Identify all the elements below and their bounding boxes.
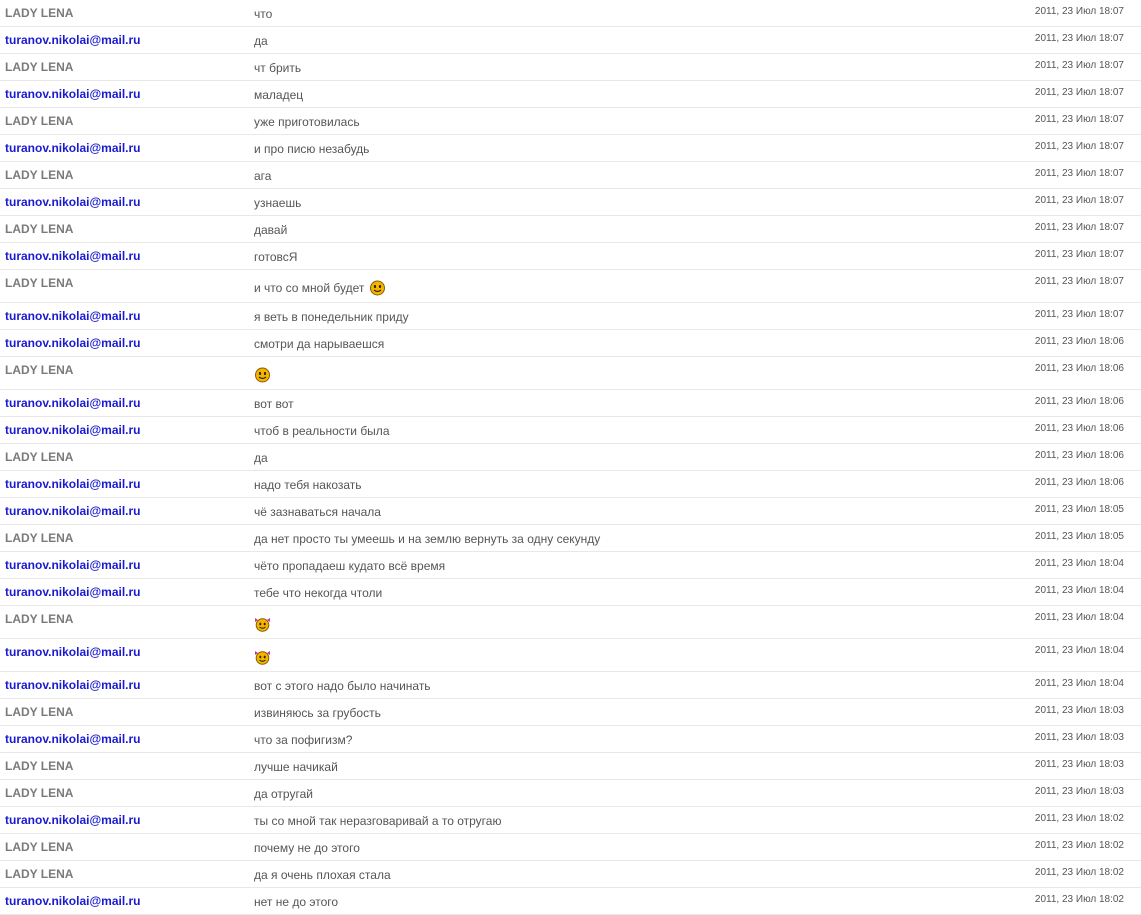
sender-email-link[interactable]: turanov.nikolai@mail.ru xyxy=(5,87,141,101)
sender-name: LADY LENA xyxy=(5,705,74,719)
message-row xyxy=(0,216,1141,243)
message-text xyxy=(254,760,338,774)
sender-name: LADY LENA xyxy=(5,6,74,20)
sender-name: LADY LENA xyxy=(5,363,74,377)
message-row xyxy=(0,861,1141,888)
message-text-content: да нет просто ты умеешь и на землю вернуть за одну секунду xyxy=(254,532,601,546)
message-timestamp: 2011, 23 Июл 18:02 xyxy=(1034,840,1124,851)
message-text-content: готовсЯ xyxy=(254,250,298,264)
message-text-content: вот с этого надо было начинать xyxy=(254,679,431,693)
message-timestamp: 2011, 23 Июл 18:07 xyxy=(1034,6,1124,17)
message-row xyxy=(0,834,1141,861)
message-row xyxy=(0,108,1141,135)
message-timestamp: 2011, 23 Июл 18:04 xyxy=(1034,612,1124,623)
message-text xyxy=(254,366,271,383)
sender-name: LADY LENA xyxy=(5,759,74,773)
message-text-content: давай xyxy=(254,223,288,237)
sender-email-link[interactable]: turanov.nikolai@mail.ru xyxy=(5,504,141,518)
message-timestamp: 2011, 23 Июл 18:07 xyxy=(1034,33,1124,44)
message-text-content: извиняюсь за грубость xyxy=(254,706,381,720)
sender-email-link[interactable]: turanov.nikolai@mail.ru xyxy=(5,249,141,263)
message-timestamp: 2011, 23 Июл 18:02 xyxy=(1034,813,1124,824)
message-text xyxy=(254,88,303,102)
message-text-content: да я очень плохая стала xyxy=(254,868,391,882)
message-timestamp: 2011, 23 Июл 18:03 xyxy=(1034,759,1124,770)
sender-email-link[interactable]: turanov.nikolai@mail.ru xyxy=(5,558,141,572)
message-timestamp: 2011, 23 Июл 18:06 xyxy=(1034,336,1124,347)
girl-smiley-icon xyxy=(254,615,271,632)
message-row xyxy=(0,162,1141,189)
sender-email-link[interactable]: turanov.nikolai@mail.ru xyxy=(5,396,141,410)
sender-name: LADY LENA xyxy=(5,450,74,464)
message-row xyxy=(0,639,1141,672)
message-text-content: вот вот xyxy=(254,397,294,411)
message-timestamp: 2011, 23 Июл 18:05 xyxy=(1034,504,1124,515)
sender-name: LADY LENA xyxy=(5,867,74,881)
message-text xyxy=(254,679,431,693)
message-text xyxy=(254,733,352,747)
sender-name: LADY LENA xyxy=(5,786,74,800)
message-text-content: да xyxy=(254,451,268,465)
message-text-content: да отругай xyxy=(254,787,313,801)
sender-email-link[interactable]: turanov.nikolai@mail.ru xyxy=(5,585,141,599)
message-text xyxy=(254,115,360,129)
sender-email-link[interactable]: turanov.nikolai@mail.ru xyxy=(5,336,141,350)
message-text xyxy=(254,615,271,632)
message-text-content: ты со мной так неразговаривай а то отругаю xyxy=(254,814,502,828)
girl-smiley-icon xyxy=(254,648,271,665)
message-timestamp: 2011, 23 Июл 18:07 xyxy=(1034,276,1124,287)
message-row xyxy=(0,303,1141,330)
message-timestamp: 2011, 23 Июл 18:02 xyxy=(1034,867,1124,878)
message-row xyxy=(0,270,1141,303)
message-text xyxy=(254,424,390,438)
message-row xyxy=(0,444,1141,471)
message-row xyxy=(0,780,1141,807)
message-text xyxy=(254,532,600,546)
message-text xyxy=(254,478,362,492)
sender-name: LADY LENA xyxy=(5,168,74,182)
message-text xyxy=(254,648,271,665)
message-row xyxy=(0,726,1141,753)
message-row xyxy=(0,552,1141,579)
message-text xyxy=(254,142,369,156)
message-text-content: чёто пропадаеш кудато всё время xyxy=(254,559,446,573)
message-timestamp: 2011, 23 Июл 18:04 xyxy=(1034,678,1124,689)
sender-email-link[interactable]: turanov.nikolai@mail.ru xyxy=(5,894,141,908)
message-timestamp: 2011, 23 Июл 18:04 xyxy=(1034,645,1124,656)
message-row xyxy=(0,189,1141,216)
message-text xyxy=(254,586,382,600)
message-text xyxy=(254,559,445,573)
message-timestamp: 2011, 23 Июл 18:03 xyxy=(1034,786,1124,797)
sender-email-link[interactable]: turanov.nikolai@mail.ru xyxy=(5,813,141,827)
message-row xyxy=(0,579,1141,606)
message-text-content: тебе что некогда чтоли xyxy=(254,586,383,600)
message-timestamp: 2011, 23 Июл 18:03 xyxy=(1034,705,1124,716)
sender-name: LADY LENA xyxy=(5,840,74,854)
smiley-icon xyxy=(369,279,386,296)
message-row xyxy=(0,81,1141,108)
message-row xyxy=(0,699,1141,726)
message-row xyxy=(0,390,1141,417)
message-text xyxy=(254,706,381,720)
message-row xyxy=(0,471,1141,498)
sender-name: LADY LENA xyxy=(5,222,74,236)
message-timestamp: 2011, 23 Июл 18:05 xyxy=(1034,531,1124,542)
sender-email-link[interactable]: turanov.nikolai@mail.ru xyxy=(5,678,141,692)
message-timestamp: 2011, 23 Июл 18:06 xyxy=(1034,477,1124,488)
message-text xyxy=(254,841,360,855)
sender-email-link[interactable]: turanov.nikolai@mail.ru xyxy=(5,33,141,47)
message-row xyxy=(0,807,1141,834)
message-timestamp: 2011, 23 Июл 18:07 xyxy=(1034,195,1124,206)
message-timestamp: 2011, 23 Июл 18:07 xyxy=(1034,309,1124,320)
message-row xyxy=(0,606,1141,639)
message-text-content: смотри да нарываешся xyxy=(254,337,385,351)
message-timestamp: 2011, 23 Июл 18:07 xyxy=(1034,249,1124,260)
message-text xyxy=(254,895,338,909)
message-row xyxy=(0,753,1141,780)
sender-name: LADY LENA xyxy=(5,276,74,290)
message-row xyxy=(0,54,1141,81)
message-row xyxy=(0,330,1141,357)
message-text xyxy=(254,169,271,183)
message-timestamp: 2011, 23 Июл 18:07 xyxy=(1034,222,1124,233)
message-text-content: что за пофигизм? xyxy=(254,733,353,747)
message-timestamp: 2011, 23 Июл 18:07 xyxy=(1034,168,1124,179)
sender-name: LADY LENA xyxy=(5,531,74,545)
message-timestamp: 2011, 23 Июл 18:06 xyxy=(1034,363,1124,374)
message-timestamp: 2011, 23 Июл 18:07 xyxy=(1034,60,1124,71)
message-text-content: нет не до этого xyxy=(254,895,339,909)
message-timestamp: 2011, 23 Июл 18:04 xyxy=(1034,585,1124,596)
message-text xyxy=(254,279,386,296)
sender-email-link[interactable]: turanov.nikolai@mail.ru xyxy=(5,195,141,209)
message-row xyxy=(0,135,1141,162)
message-timestamp: 2011, 23 Июл 18:06 xyxy=(1034,450,1124,461)
message-row xyxy=(0,243,1141,270)
message-text xyxy=(254,310,409,324)
sender-email-link[interactable]: turanov.nikolai@mail.ru xyxy=(5,141,141,155)
smiley-icon xyxy=(254,366,271,383)
message-text-content: узнаешь xyxy=(254,196,302,210)
message-text xyxy=(254,814,501,828)
message-text xyxy=(254,451,268,465)
message-text xyxy=(254,868,391,882)
message-timestamp: 2011, 23 Июл 18:02 xyxy=(1034,894,1124,905)
message-text xyxy=(254,250,297,264)
message-timestamp: 2011, 23 Июл 18:06 xyxy=(1034,396,1124,407)
message-text-content: чё зазнаваться начала xyxy=(254,505,381,519)
message-text xyxy=(254,61,301,75)
message-row xyxy=(0,672,1141,699)
message-timestamp: 2011, 23 Июл 18:06 xyxy=(1034,423,1124,434)
sender-name: LADY LENA xyxy=(5,114,74,128)
message-text xyxy=(254,397,294,411)
message-text-content: и что со мной будет xyxy=(254,280,365,295)
message-text-content: да xyxy=(254,34,268,48)
message-text-content: маладец xyxy=(254,88,304,102)
message-text-content: что xyxy=(254,7,273,21)
message-row xyxy=(0,357,1141,390)
sender-email-link[interactable]: turanov.nikolai@mail.ru xyxy=(5,645,141,659)
message-text-content: лучше начикай xyxy=(254,760,338,774)
message-text xyxy=(254,7,272,21)
message-text-content: надо тебя накозать xyxy=(254,478,362,492)
sender-name: LADY LENA xyxy=(5,612,74,626)
sender-email-link[interactable]: turanov.nikolai@mail.ru xyxy=(5,423,141,437)
sender-name: LADY LENA xyxy=(5,60,74,74)
message-row xyxy=(0,417,1141,444)
message-row xyxy=(0,27,1141,54)
message-row xyxy=(0,498,1141,525)
sender-email-link[interactable]: turanov.nikolai@mail.ru xyxy=(5,732,141,746)
sender-email-link[interactable]: turanov.nikolai@mail.ru xyxy=(5,477,141,491)
message-text-content: ага xyxy=(254,169,272,183)
message-text-content: уже приготовилась xyxy=(254,115,360,129)
message-row xyxy=(0,525,1141,552)
message-text-content: почему не до этого xyxy=(254,841,360,855)
message-text xyxy=(254,505,381,519)
message-text xyxy=(254,787,313,801)
message-timestamp: 2011, 23 Июл 18:04 xyxy=(1034,558,1124,569)
message-text-content: я веть в понедельник приду xyxy=(254,310,409,324)
message-text xyxy=(254,337,384,351)
message-text-content: чтоб в реальности была xyxy=(254,424,390,438)
message-row xyxy=(0,888,1141,915)
message-timestamp: 2011, 23 Июл 18:03 xyxy=(1034,732,1124,743)
message-text-content: и про писю незабудь xyxy=(254,142,370,156)
sender-email-link[interactable]: turanov.nikolai@mail.ru xyxy=(5,309,141,323)
message-row xyxy=(0,0,1141,27)
message-text xyxy=(254,223,287,237)
message-timestamp: 2011, 23 Июл 18:07 xyxy=(1034,141,1124,152)
message-timestamp: 2011, 23 Июл 18:07 xyxy=(1034,87,1124,98)
message-text xyxy=(254,34,268,48)
message-text xyxy=(254,196,301,210)
message-timestamp: 2011, 23 Июл 18:07 xyxy=(1034,114,1124,125)
message-text-content: чт брить xyxy=(254,61,302,75)
